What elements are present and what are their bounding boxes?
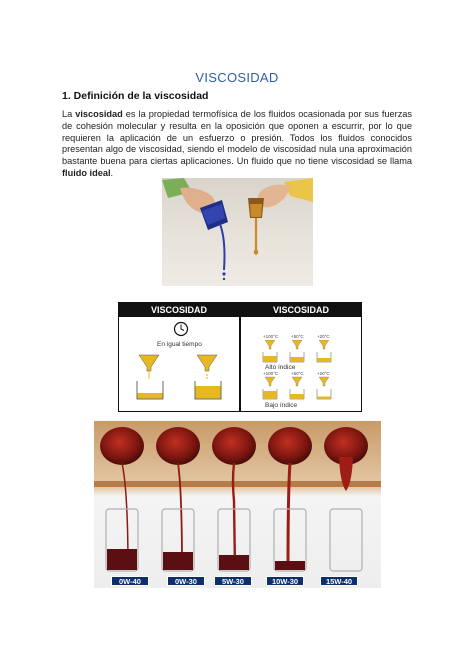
oil-grade-badge: 10W-30	[266, 576, 304, 586]
funnel-beaker-illustration	[129, 353, 233, 409]
diagram-divider	[239, 303, 241, 411]
oil-grade-badge: 0W-40	[111, 576, 149, 586]
low-index-label: Bajo índice	[265, 402, 298, 409]
high-index-label: Alto índice	[265, 364, 296, 371]
pouring-liquids-photo	[162, 178, 313, 286]
temperature-funnels-illustration	[259, 340, 359, 402]
section-heading: 1. Definición de la viscosidad	[62, 90, 209, 102]
oil-grade-badge: 0W-30	[167, 576, 205, 586]
temp-label: +20°C	[317, 334, 330, 339]
temp-label: +50°C	[291, 371, 304, 376]
temp-label: +50°C	[291, 334, 304, 339]
oil-grades-photo	[94, 421, 381, 588]
oil-grade-badge: 15W-40	[320, 576, 358, 586]
temp-label: +100°C	[263, 334, 279, 339]
diagram-left-title: VISCOSIDAD	[119, 303, 239, 317]
clock-icon	[173, 321, 189, 337]
temp-label: +100°C	[263, 371, 279, 376]
definition-paragraph: La viscosidad es la propiedad termofísica de los fluidos ocasionada por sus fuerzas de cohesión molecular y resulta en la oposición que oponen a escurrir, por lo que requieren la aplicación de un esfuerzo o presión. Todos los fluidos conocidos presentan algo de viscosidad, siendo el modelo de viscosidad nula una aproximación bastante buena para ciertas aplicaciones. Un fluido que no tiene viscosidad se llama fluido ideal.	[62, 109, 413, 178]
temp-label: +20°C	[317, 371, 330, 376]
equal-time-caption: En igual tiempo	[157, 341, 202, 348]
page-title: VISCOSIDAD	[195, 70, 279, 85]
oil-grade-badge: 5W-30	[214, 576, 252, 586]
viscosity-diagram	[118, 302, 362, 412]
diagram-right-title: VISCOSIDAD	[241, 303, 361, 317]
